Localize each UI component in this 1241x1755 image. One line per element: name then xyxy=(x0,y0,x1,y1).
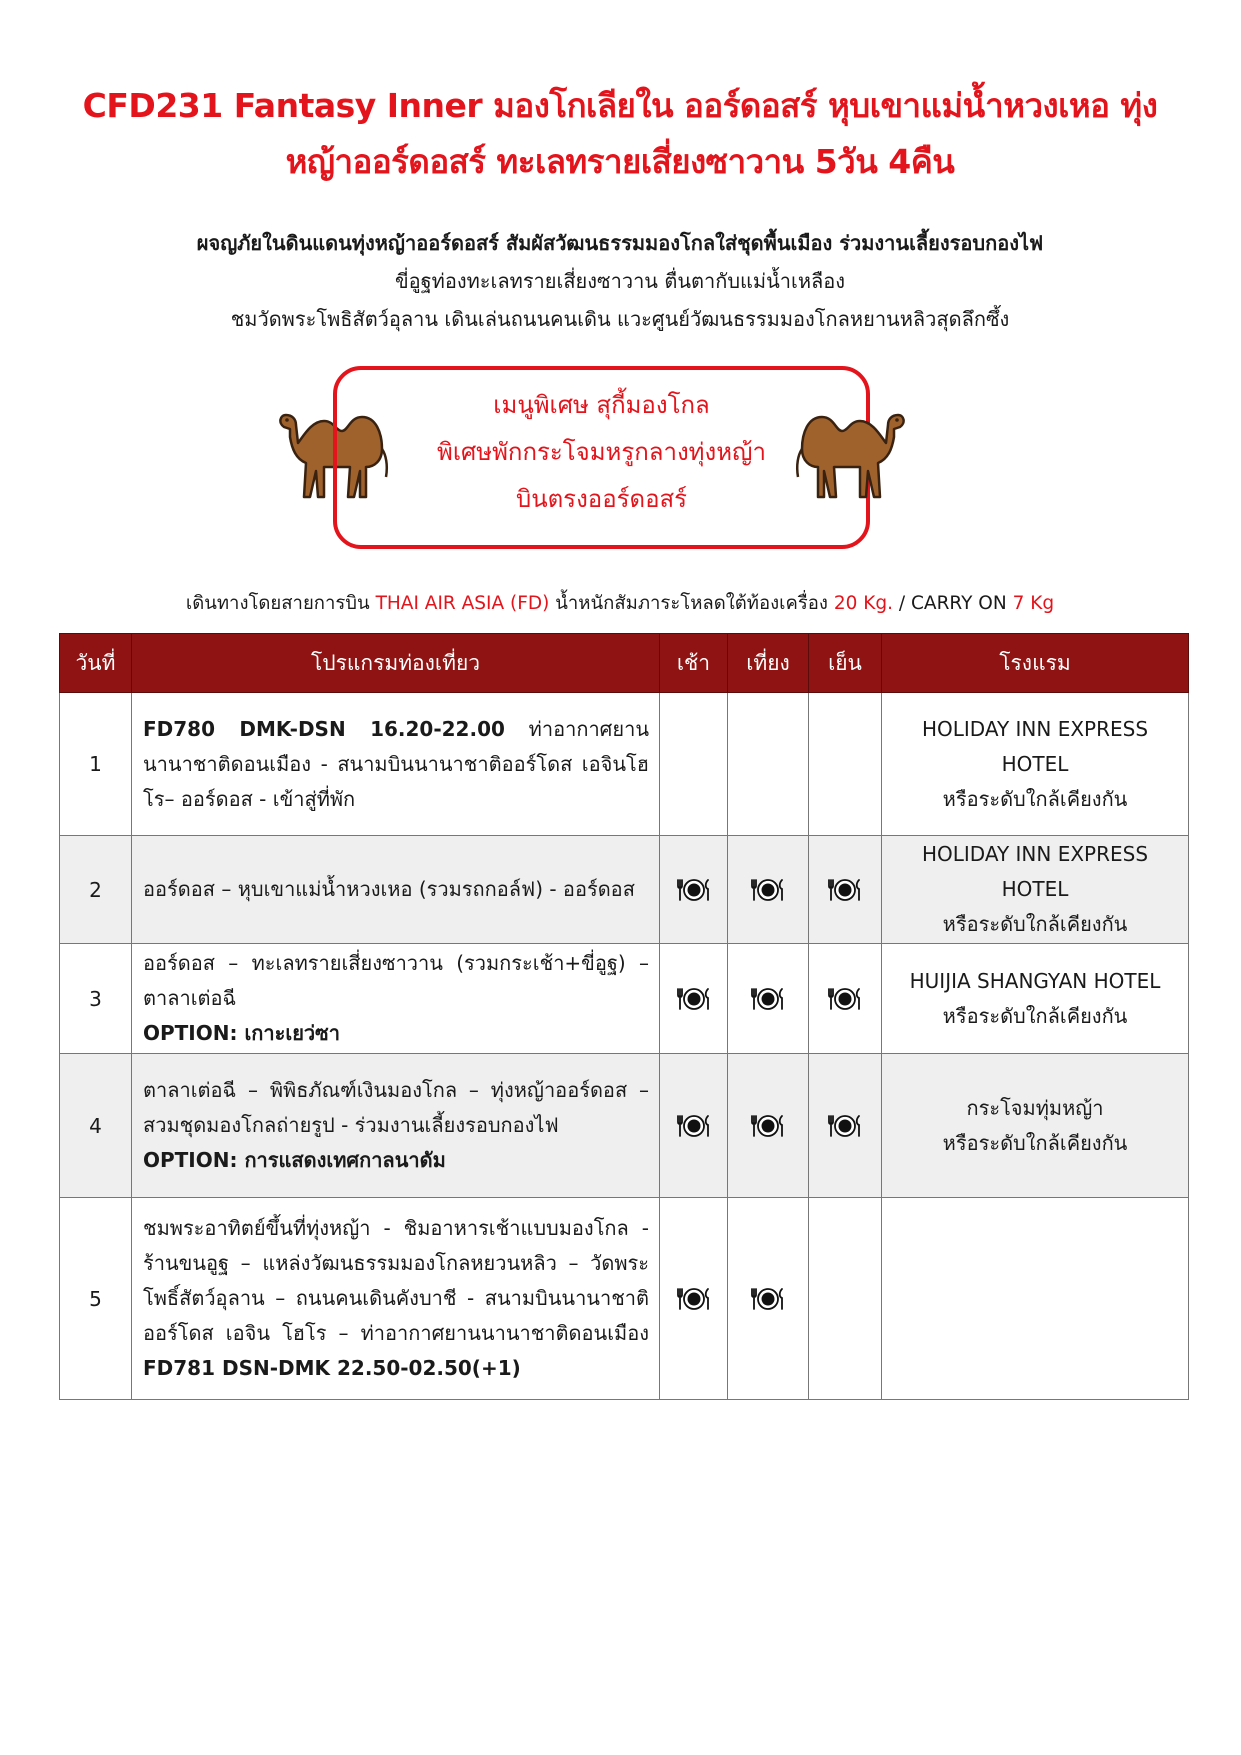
lunch-cell xyxy=(728,1198,809,1400)
hotel-name-cont: HOTEL xyxy=(1001,751,1069,776)
breakfast-cell xyxy=(660,1198,728,1400)
page-title xyxy=(60,78,1180,190)
carry-on-weight: 7 Kg xyxy=(1012,593,1055,614)
dinner-cell xyxy=(809,944,882,1054)
flight-code: FD781 DSN-DMK 22.50-02.50(+1) xyxy=(143,1356,521,1380)
program-option: OPTION: เกาะเยว่ซา xyxy=(143,1021,340,1045)
checked-baggage: 20 Kg. xyxy=(833,593,893,614)
intro-line-3: ชมวัดพระโพธิสัตว์อุลาน เดินเล่นถนนคนเดิน แวะศูนย์วัฒนธรรมมองโกลหยานหลิวสุดลึกซึ้ง xyxy=(230,307,1010,331)
program-option: OPTION: การแสดงเทศกาลนาดัม xyxy=(143,1148,446,1172)
plate-cutlery-icon xyxy=(826,876,864,900)
dinner-cell xyxy=(809,836,882,944)
hotel-name: HOLIDAY INN EXPRESS xyxy=(921,842,1149,866)
lunch-cell xyxy=(728,836,809,944)
promo-line-1: เมนูพิเศษ สุกี้มองโกล xyxy=(493,391,710,419)
airline-name: THAI AIR ASIA (FD) xyxy=(375,593,550,614)
table-row xyxy=(60,1198,1189,1400)
tour-intro xyxy=(60,224,1180,338)
program-text: ท่าอากาศยานนานาชาติดอนเมือง - สนามบินนานาชาติออร์โดส เอจินโฮโร– ออร์ดอส - เข้าสู่ที่พัก xyxy=(143,716,649,811)
breakfast-cell xyxy=(660,944,728,1054)
baggage-label: น้ำหนักสัมภาระโหลดใต้ท้องเครื่อง xyxy=(555,593,828,614)
plate-cutlery-icon xyxy=(749,1285,787,1309)
promo-line-2: พิเศษพักกระโจมหรูกลางทุ่งหญ้า xyxy=(437,438,766,466)
program-text: ชมพระอาทิตย์ขึ้นที่ทุ่งหญ้า - ชิมอาหารเช้าแบบมองโกล - ร้านขนอูฐ – แหล่งวัฒนธรรมมองโกลหยวนหลิว – วัดพระโพธิ์สัตว์อุลาน – ถนนคนเดินคังบาชี - สนามบินนานาชาติออร์โดส เอจิน โฮโร – ท่าอากาศยานนานาชาติดอนเมือง xyxy=(143,1216,649,1345)
lunch-cell xyxy=(728,944,809,1054)
plate-cutlery-icon xyxy=(675,876,713,900)
title-line-1: CFD231 Fantasy Inner มองโกเลียใน ออร์ดอสร์ หุบเขาแม่น้ำหวงเหอ ทุ่ง xyxy=(82,86,1158,125)
plate-cutlery-icon xyxy=(749,985,787,1009)
hotel-note: หรือระดับใกล้เคียงกัน xyxy=(942,1130,1128,1155)
dinner-cell xyxy=(809,693,882,836)
header-program: โปรแกรมท่องเที่ยว xyxy=(132,634,660,693)
plate-cutlery-icon xyxy=(675,1112,713,1136)
lunch-cell xyxy=(728,1054,809,1198)
hotel-cell xyxy=(882,693,1189,836)
breakfast-cell xyxy=(660,693,728,836)
hotel-note: หรือระดับใกล้เคียงกัน xyxy=(942,786,1128,811)
table-row xyxy=(60,1054,1189,1198)
dinner-cell xyxy=(809,1198,882,1400)
day-number: 3 xyxy=(60,944,132,1054)
breakfast-cell xyxy=(660,836,728,944)
dinner-cell xyxy=(809,1054,882,1198)
day-number: 4 xyxy=(60,1054,132,1198)
header-dinner: เย็น xyxy=(809,634,882,693)
carry-on-label: / CARRY ON xyxy=(898,593,1007,614)
header-day: วันที่ xyxy=(60,634,132,693)
program-text: ออร์ดอส – หุบเขาแม่น้ำหวงเหอ (รวมรถกอล์ฟ) - ออร์ดอส xyxy=(132,836,660,944)
hotel-note: หรือระดับใกล้เคียงกัน xyxy=(942,1003,1128,1028)
header-lunch: เที่ยง xyxy=(728,634,809,693)
intro-line-1: ผจญภัยในดินแดนทุ่งหญ้าออร์ดอสร์ สัมผัสวัฒนธรรมมองโกลใส่ชุดพื้นเมือง ร่วมงานเลี้ยงรอบกองไฟ xyxy=(196,231,1044,255)
plate-cutlery-icon xyxy=(675,1285,713,1309)
hotel-cell xyxy=(882,1054,1189,1198)
plate-cutlery-icon xyxy=(826,1112,864,1136)
flight-info xyxy=(60,590,1180,618)
plate-cutlery-icon xyxy=(749,1112,787,1136)
hotel-name: กระโจมทุ่มหญ้า xyxy=(966,1095,1104,1120)
hotel-name: HUIJIA SHANGYAN HOTEL xyxy=(909,968,1161,993)
promo-line-3: บินตรงออร์ดอสร์ xyxy=(515,485,688,513)
program-text: ออร์ดอส – ทะเลทรายเสี่ยงซาวาน (รวมกระเช้า+ขี่อูฐ) – ตาลาเต่อฉี xyxy=(143,951,649,1010)
program-cell xyxy=(132,1198,660,1400)
hotel-note: หรือระดับใกล้เคียงกัน xyxy=(942,912,1128,936)
lunch-cell xyxy=(728,693,809,836)
table-row xyxy=(60,693,1189,836)
title-line-2: หญ้าออร์ดอสร์ ทะเลทรายเสี่ยงซาวาน 5วัน 4คืน xyxy=(285,142,955,181)
header-hotel: โรงแรม xyxy=(882,634,1189,693)
day-number: 5 xyxy=(60,1198,132,1400)
hotel-name: HOLIDAY INN EXPRESS xyxy=(921,716,1149,741)
flight-prefix: เดินทางโดยสายการบิน xyxy=(185,593,370,614)
table-header-row xyxy=(60,634,1189,693)
hotel-cell xyxy=(882,836,1189,944)
program-cell xyxy=(132,1054,660,1198)
camel-icon xyxy=(786,405,914,507)
program-text: ตาลาเต่อฉี – พิพิธภัณฑ์เงินมองโกล – ทุ่งหญ้าออร์ดอส – สวมชุดมองโกลถ่ายรูป - ร่วมงานเลี้ยงรอบกองไฟ xyxy=(143,1078,649,1137)
program-cell xyxy=(132,693,660,836)
hotel-cell xyxy=(882,1198,1189,1400)
plate-cutlery-icon xyxy=(749,876,787,900)
header-breakfast: เช้า xyxy=(660,634,728,693)
day-number: 1 xyxy=(60,693,132,836)
day-number: 2 xyxy=(60,836,132,944)
itinerary-table xyxy=(59,633,1189,1400)
hotel-cell xyxy=(882,944,1189,1054)
plate-cutlery-icon xyxy=(826,985,864,1009)
plate-cutlery-icon xyxy=(675,985,713,1009)
intro-line-2: ขี่อูฐท่องทะเลทรายเสี่ยงซาวาน ตื่นตากับแม่น้ำเหลือง xyxy=(394,269,846,293)
flight-code: FD780 DMK-DSN 16.20-22.00 xyxy=(143,716,505,741)
program-cell xyxy=(132,944,660,1054)
table-row xyxy=(60,944,1189,1054)
breakfast-cell xyxy=(660,1054,728,1198)
hotel-name-cont: HOTEL xyxy=(1001,877,1069,901)
table-row xyxy=(60,836,1189,944)
